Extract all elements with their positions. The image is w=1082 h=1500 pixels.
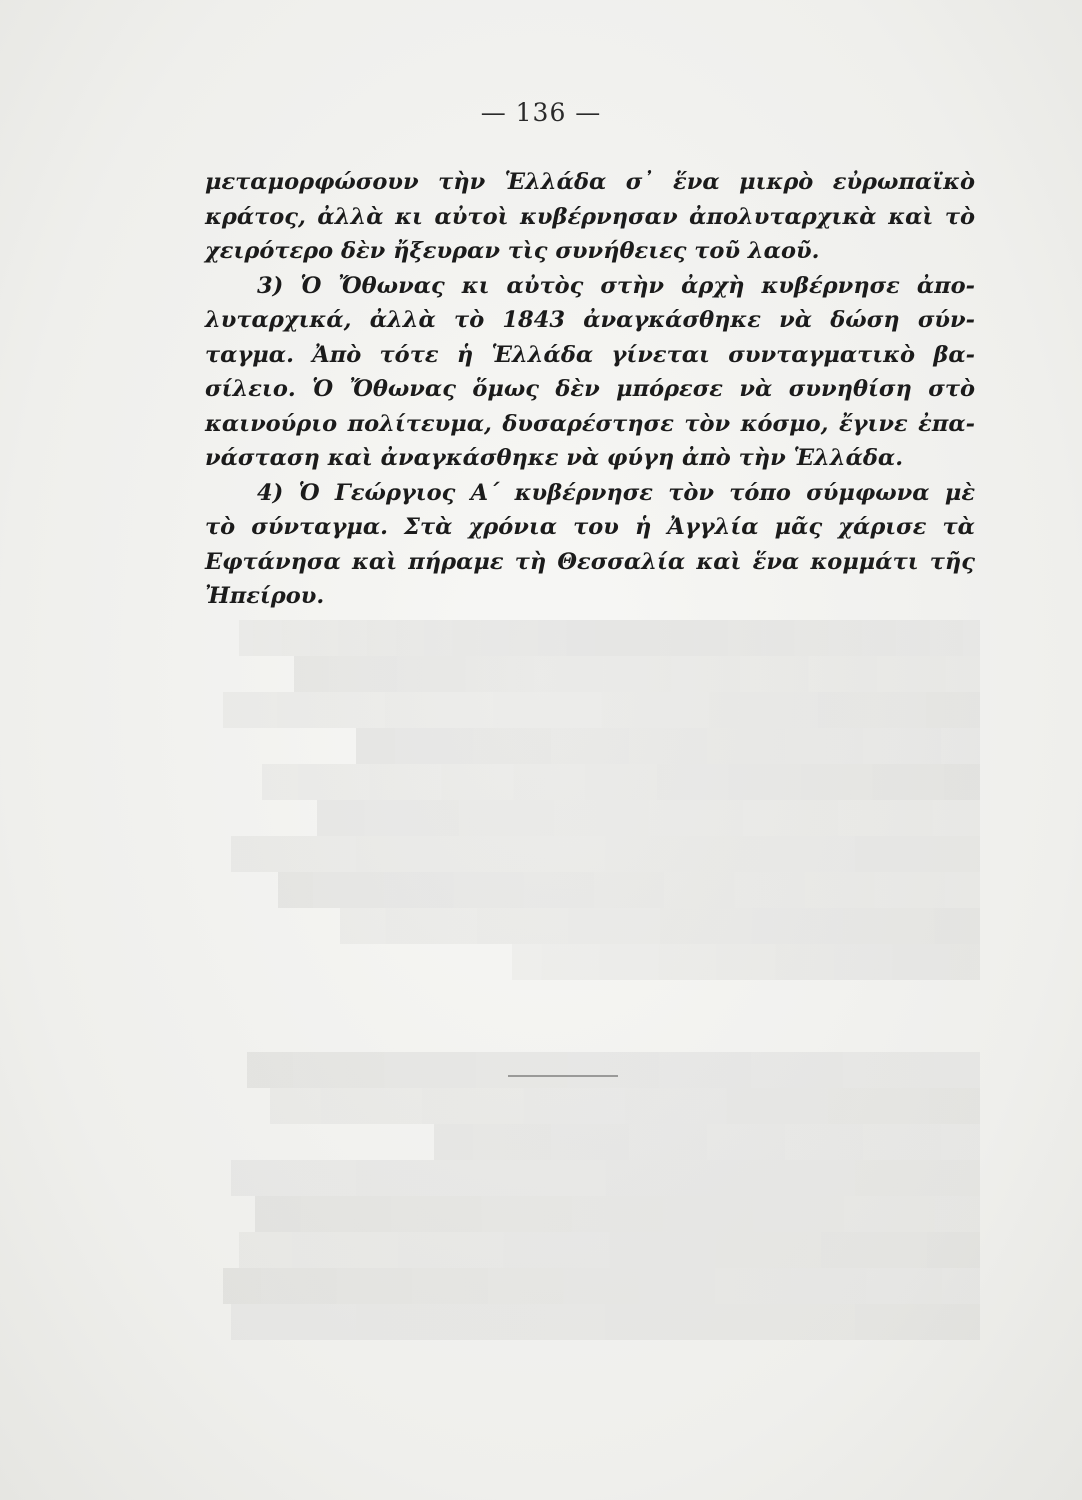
- section-divider: [508, 1075, 618, 1077]
- text-line: 4) Ὁ Γεώργιος Α´ κυβέρνησε τὸν τόπο σύμφωνα μὲ: [257, 479, 975, 506]
- text-line: τὸ σύνταγμα. Στὰ χρόνια του ἡ Ἀγγλία μᾶς χάρισε τὰ: [205, 514, 975, 540]
- text-line: 3) Ὁ Ὄθωνας κι αὐτὸς στὴν ἀρχὴ κυβέρνησε ἀπο-: [257, 272, 975, 299]
- text-line: χειρότερο δὲν ἤξευραν τὶς συνήθειες τοῦ λαοῦ.: [205, 238, 820, 264]
- text-line: κράτος, ἀλλὰ κι αὐτοὶ κυβέρνησαν ἀπολυταρχικὰ καὶ τὸ: [205, 203, 975, 230]
- text-line: Ἠπείρου.: [205, 583, 325, 609]
- body-text: [205, 165, 975, 614]
- show-through-texture: [200, 620, 980, 1340]
- text-line: νάσταση καὶ ἀναγκάσθηκε νὰ φύγη ἀπὸ τὴν Ἑλλάδα.: [205, 445, 904, 471]
- text-line: λυταρχικά, ἀλλὰ τὸ 1843 ἀναγκάσθηκε νὰ δώση σύν-: [205, 307, 975, 333]
- text-line: Εφτάνησα καὶ πήραμε τὴ Θεσσαλία καὶ ἕνα κομμάτι τῆς: [205, 548, 975, 575]
- text-line: μεταμορφώσουν τὴν Ἑλλάδα σ᾽ ἕνα μικρὸ εὐρωπαϊκὸ: [205, 169, 975, 195]
- text-line: καινούριο πολίτευμα, δυσαρέστησε τὸν κόσμο, ἔγινε ἐπα-: [205, 410, 975, 437]
- text-line: ταγμα. Ἀπὸ τότε ἡ Ἑλλάδα γίνεται συνταγματικὸ βα-: [205, 341, 975, 368]
- page-number: — 136 —: [480, 98, 602, 127]
- text-line: σίλειο. Ὁ Ὄθωνας ὅμως δὲν μπόρεσε νὰ συνηθίση στὸ: [205, 376, 975, 402]
